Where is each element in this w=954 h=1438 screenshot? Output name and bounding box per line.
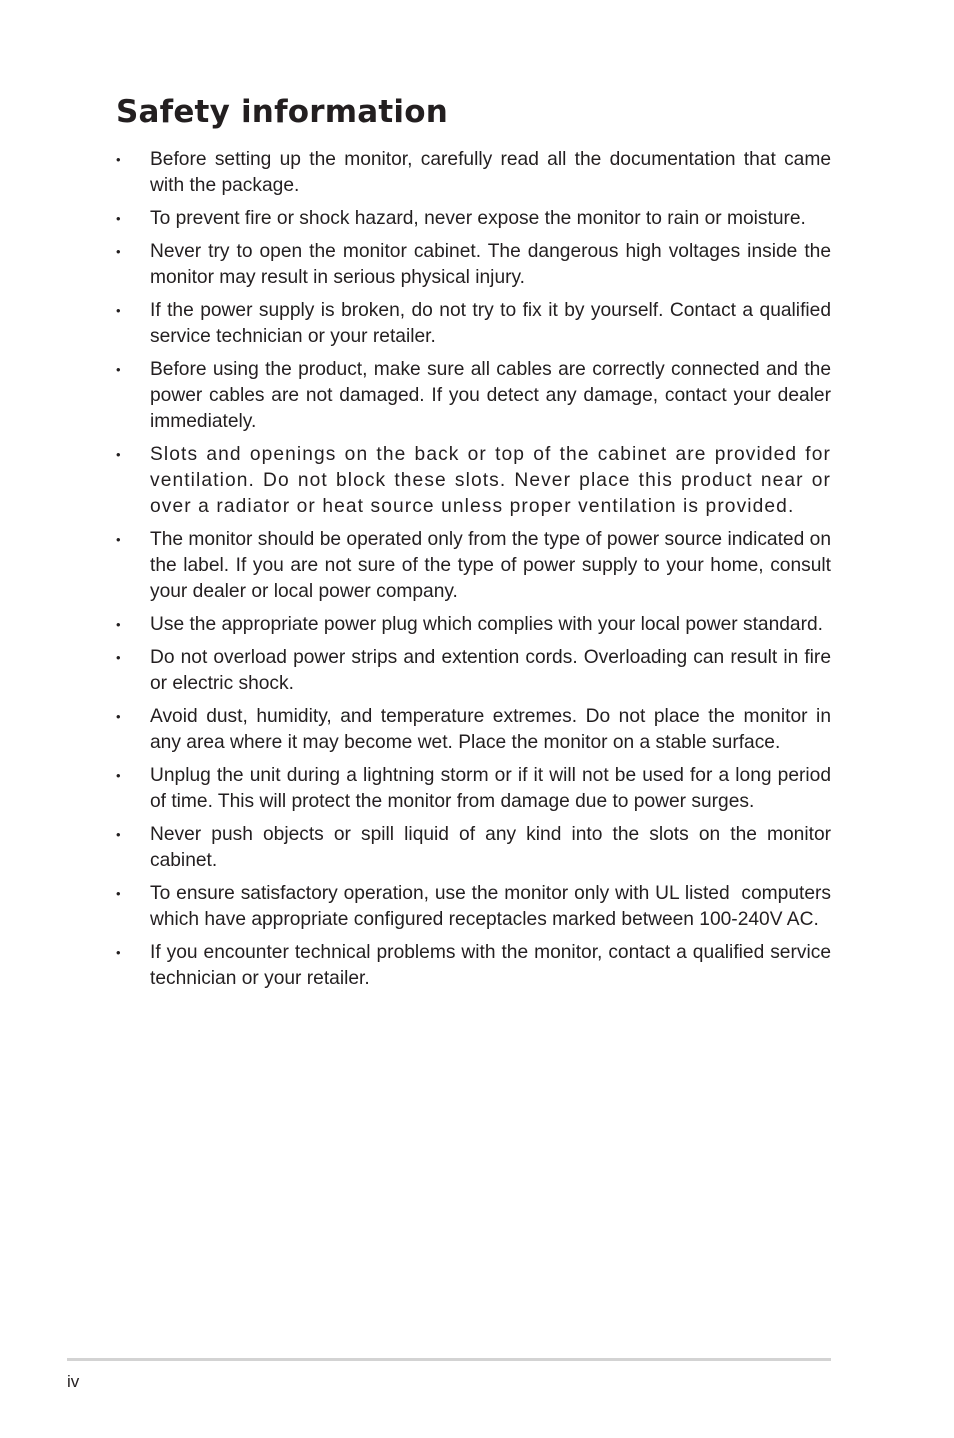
bullet-text: Slots and openings on the back or top of the cabinet are provided for ventilation. Do not block these slots. Never place this product near or over a radiator or heat source unless proper ventilation is provided. [150, 444, 831, 517]
bullet-icon: • [116, 244, 121, 259]
bullet-icon: • [116, 945, 121, 960]
safety-bullet-list [116, 147, 837, 999]
bullet-icon: • [116, 211, 121, 226]
bullet-item [116, 940, 831, 992]
bullet-item [116, 763, 831, 815]
bullet-text: If the power supply is broken, do not try to fix it by yourself. Contact a qualified service technician or your retailer. [150, 300, 831, 347]
bullet-item [116, 298, 831, 350]
bullet-text: To ensure satisfactory operation, use the monitor only with UL listed computers which have appropriate configured receptacles marked between 100-240V AC. [150, 883, 837, 930]
bullet-item [116, 147, 831, 199]
bullet-icon: • [116, 532, 121, 547]
bullet-text: If you encounter technical problems with the monitor, contact a qualified service technician or your retailer. [150, 942, 831, 989]
bullet-icon: • [116, 362, 121, 377]
bullet-icon: • [116, 650, 121, 665]
bullet-item [116, 442, 831, 520]
bullet-icon: • [116, 447, 122, 462]
bullet-item [116, 527, 831, 605]
bullet-text: Use the appropriate power plug which complies with your local power standard. [150, 614, 823, 635]
footer-divider [67, 1358, 831, 1361]
bullet-text: Never try to open the monitor cabinet. The dangerous high voltages inside the monitor may result in serious physical injury. [150, 241, 831, 288]
bullet-item [116, 881, 837, 933]
bullet-text: Unplug the unit during a lightning storm or if it will not be used for a long period of time. This will protect the monitor from damage due to power surges. [150, 765, 831, 812]
page-title: Safety information [116, 94, 448, 130]
bullet-text: The monitor should be operated only from the type of power source indicated on the label. If you are not sure of the type of power supply to your home, consult your dealer or local power company. [150, 529, 831, 602]
bullet-text: Before setting up the monitor, carefully read all the documentation that came with the package. [150, 149, 831, 196]
bullet-item [116, 239, 831, 291]
page-number: iv [67, 1372, 80, 1391]
bullet-item [116, 822, 831, 874]
bullet-text: Do not overload power strips and extention cords. Overloading can result in fire or electric shock. [150, 647, 831, 694]
bullet-item [116, 704, 831, 756]
bullet-item [116, 357, 831, 435]
bullet-item [116, 645, 831, 697]
bullet-icon: • [116, 617, 121, 632]
bullet-text: To prevent fire or shock hazard, never expose the monitor to rain or moisture. [150, 208, 806, 229]
bullet-icon: • [116, 768, 121, 783]
bullet-text: Before using the product, make sure all cables are correctly connected and the power cables are not damaged. If you detect any damage, contact your dealer immediately. [150, 359, 831, 432]
bullet-text: Never push objects or spill liquid of any kind into the slots on the monitor cabinet. [150, 824, 831, 871]
bullet-item [116, 206, 831, 232]
bullet-icon: • [116, 303, 121, 318]
bullet-icon: • [116, 886, 121, 901]
bullet-text: Avoid dust, humidity, and temperature extremes. Do not place the monitor in any area where it may become wet. Place the monitor on a stable surface. [150, 706, 831, 753]
bullet-item [116, 612, 831, 638]
bullet-icon: • [116, 827, 121, 842]
bullet-icon: • [116, 152, 121, 167]
bullet-icon: • [116, 709, 121, 724]
